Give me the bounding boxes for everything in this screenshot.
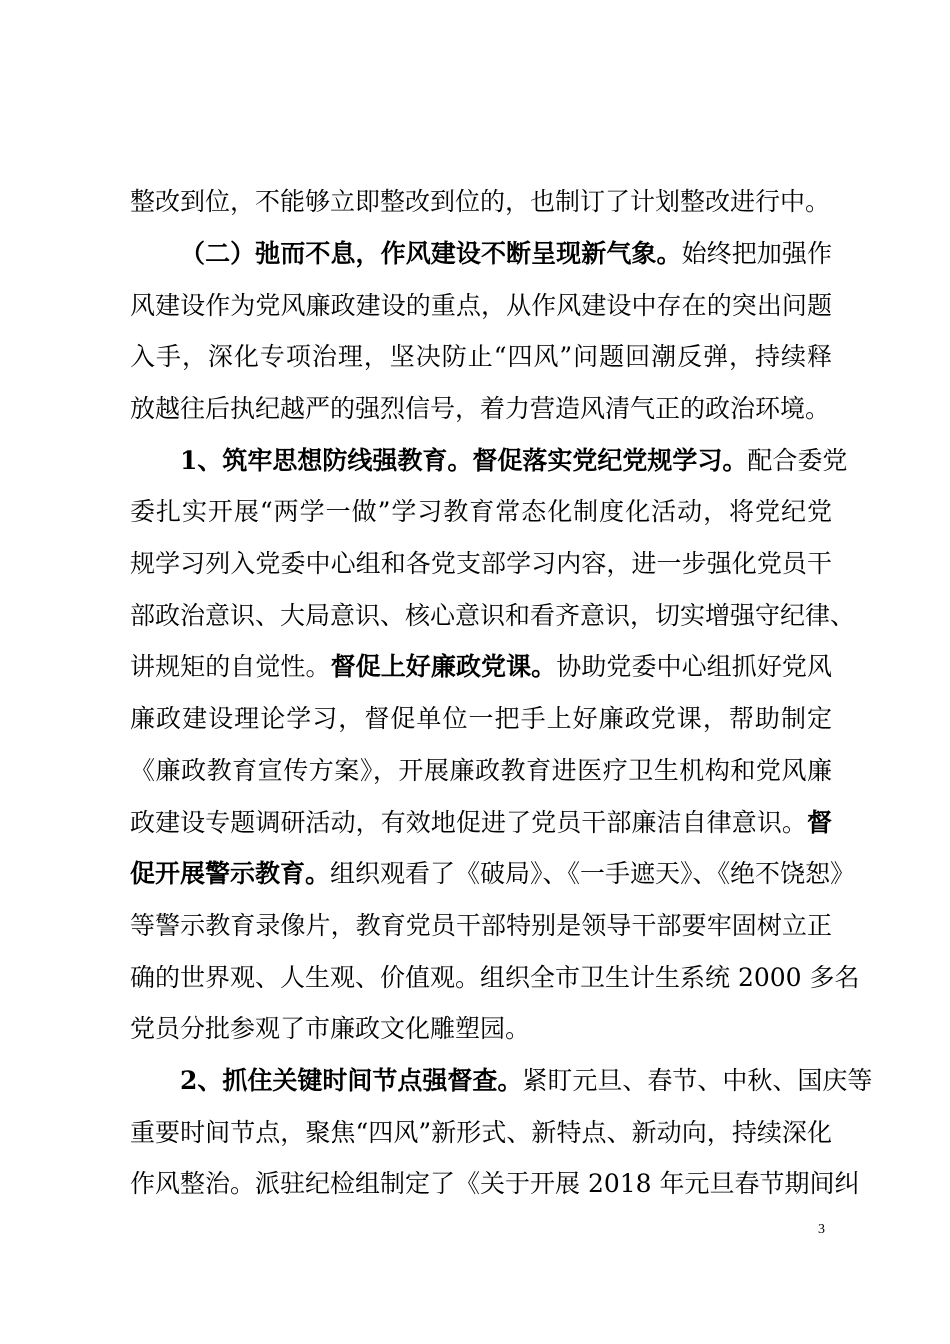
bold-text-segment: 促开展警示教育。: [130, 859, 331, 888]
text-segment: 协助党委中心组抓好党风: [556, 652, 832, 681]
bold-text-segment: （二）弛而不息，作风建设不断呈现新气象。: [180, 239, 682, 268]
bold-text-segment: 1、筑牢思想防线强教育。督促落实党纪党规学习。: [180, 446, 748, 475]
text-segment: 部政治意识、大局意识、核心意识和看齐意识，切实增强守纪律、: [130, 601, 856, 630]
text-segment: 重要时间节点，聚焦“四风”新形式、新特点、新动向，持续深化: [130, 1118, 832, 1147]
text-segment: 廉政建设理论学习，督促单位一把手上好廉政党课，帮助制定: [130, 704, 832, 733]
paragraph-line: [130, 856, 856, 892]
text-segment: 组织观看了《破局》、《一手遮天》、《绝不饶恕》: [330, 859, 856, 888]
paragraph-line: [130, 339, 832, 375]
text-segment: 入手，深化专项治理，坚决防止“四风”问题回潮反弹，持续释: [130, 342, 832, 371]
text-segment: 紧盯元旦、春节、中秋、国庆等: [522, 1066, 873, 1095]
text-segment: 等警示教育录像片，教育党员干部特别是领导干部要牢固树立正: [130, 911, 832, 940]
text-segment: 党员分批参观了市廉政文化雕塑园。: [130, 1014, 531, 1043]
paragraph-line: [130, 288, 832, 324]
bold-text-segment: 2、抓住关键时间节点强督查。: [180, 1066, 523, 1095]
paragraph-line: [130, 701, 832, 737]
page-number: 3: [818, 1222, 825, 1237]
paragraph-line: [130, 598, 856, 634]
text-segment: 配合委党: [747, 446, 848, 475]
text-segment: 《廉政教育宣传方案》，开展廉政教育进医疗卫生机构和党风廉: [130, 756, 832, 785]
paragraph-line: [130, 960, 860, 996]
paragraph-line: [130, 1166, 860, 1202]
paragraph-line: [130, 908, 832, 944]
subsection-heading-line: [180, 443, 848, 479]
paragraph-line: [130, 494, 832, 530]
paragraph-line: [130, 184, 832, 220]
text-segment: 放越往后执纪越严的强烈信号，着力营造风清气正的政治环境。: [130, 394, 831, 423]
paragraph-line: [130, 805, 832, 841]
text-segment: 作风整治。派驻纪检组制定了《关于开展 2018 年元旦春节期间纠: [130, 1169, 860, 1198]
text-segment: 委扎实开展“两学一做”学习教育常态化制度化活动，将党纪党: [130, 497, 832, 526]
bold-text-segment: 督促上好廉政党课。: [330, 652, 557, 681]
text-segment: 整改到位，不能够立即整改到位的，也制订了计划整改进行中。: [130, 187, 831, 216]
paragraph-line: [130, 753, 832, 789]
paragraph-line: [130, 391, 832, 427]
text-segment: 讲规矩的自觉性。: [130, 652, 331, 681]
paragraph-line: [130, 1011, 832, 1047]
section-heading-line: [180, 236, 832, 272]
subsection-heading-line: [180, 1063, 873, 1099]
paragraph-line: [130, 546, 832, 582]
text-segment: 风建设作为党风廉政建设的重点，从作风建设中存在的突出问题: [130, 291, 832, 320]
text-segment: 始终把加强作: [681, 239, 832, 268]
text-segment: 政建设专题调研活动，有效地促进了党员干部廉洁自律意识。: [130, 808, 807, 837]
text-segment: 确的世界观、人生观、价值观。组织全市卫生计生系统 2000 多名: [130, 963, 860, 992]
text-segment: 规学习列入党委中心组和各党支部学习内容，进一步强化党员干: [130, 549, 832, 578]
paragraph-line: [130, 649, 832, 685]
paragraph-line: [130, 1115, 832, 1151]
bold-text-segment: 督: [806, 808, 832, 837]
